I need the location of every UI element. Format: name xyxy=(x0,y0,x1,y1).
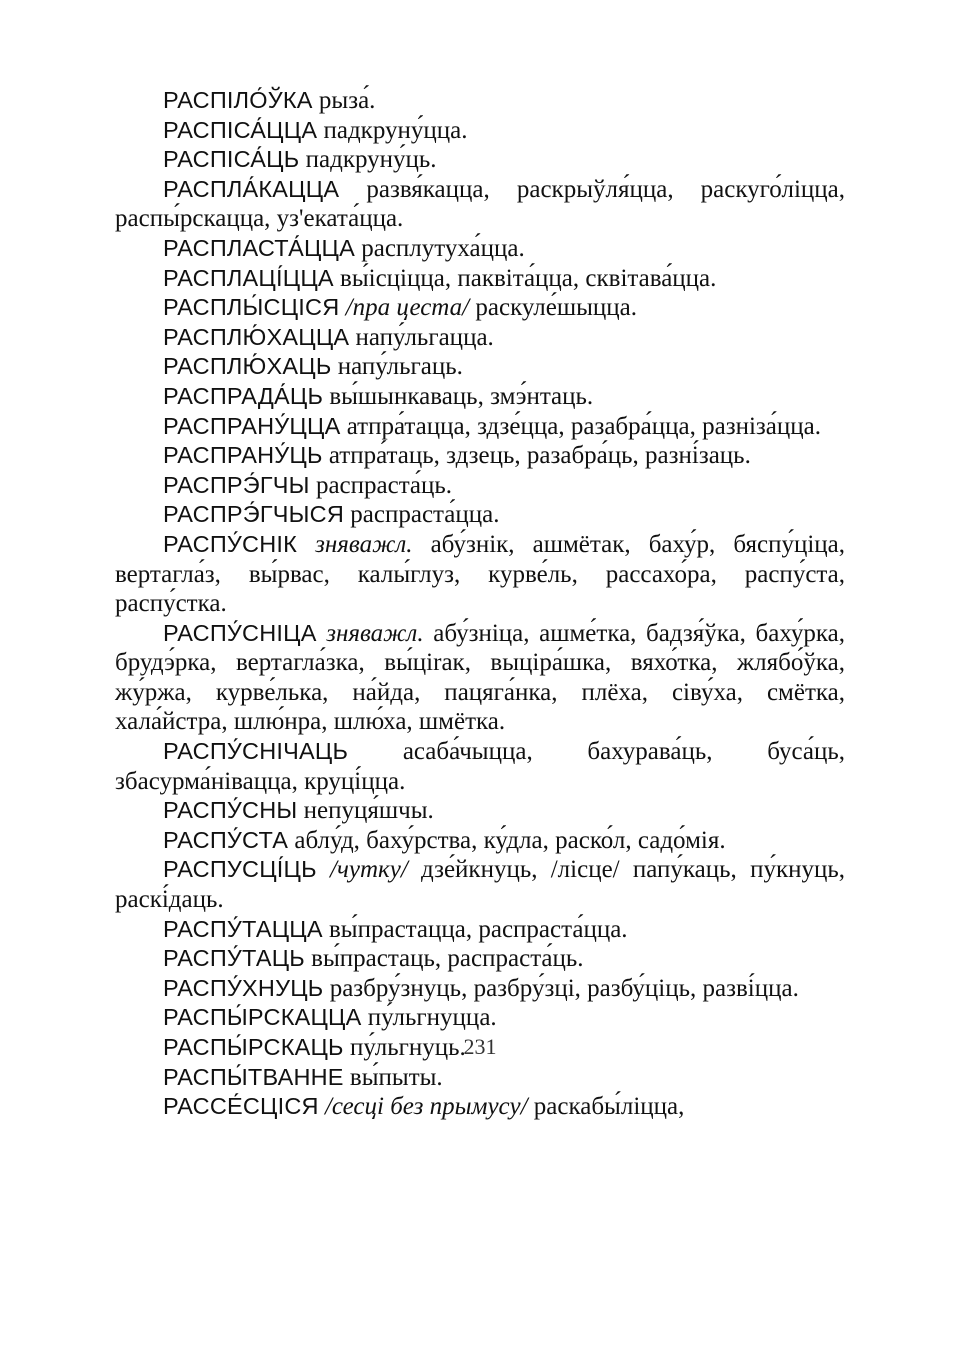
entry-headword: РАСПІСА́ЦЬ xyxy=(163,146,300,173)
entry-headword: РАСПУ́СНІЦА xyxy=(163,619,317,646)
entry-synonyms: распраста́цца. xyxy=(350,501,500,529)
entry-headword: РАСПРЭ́ГЧЫСЯ xyxy=(163,501,345,528)
entry-synonyms: вы́прастацца, распраста́цца. xyxy=(329,915,628,943)
dictionary-entry xyxy=(115,944,845,974)
dictionary-entry xyxy=(115,471,845,501)
entry-usage-note: /чутку/ xyxy=(330,856,408,884)
entry-synonyms: рыза́. xyxy=(318,87,376,114)
dictionary-entry xyxy=(115,86,845,116)
dictionary-entry xyxy=(115,796,845,826)
dictionary-entry xyxy=(115,175,845,234)
entry-headword: РАСПРАДА́ЦЬ xyxy=(163,382,324,409)
entry-synonyms: абу́зніца, ашме́тка, бадзя́ўка, баху́рка, брудэ́рка, вертагла́зка, вы́ціrак, выціра́шка, вяхо́тка, жлябо́ўка, жу́ржа, курве́лька, на́йда, пацяга́нка, плёха, сіву́ха, смётка, хала́йстра, шлю́нра, шлю́ха, шмётка. xyxy=(115,619,845,736)
entry-synonyms: атпра́таць, здзець, разабра́ць, разні́заць. xyxy=(328,442,751,470)
entry-headword: РАСПЛЫ́СЦІСЯ xyxy=(163,294,340,321)
dictionary-entry xyxy=(115,323,845,353)
entry-headword: РАССЕ́СЦІСЯ xyxy=(163,1093,319,1120)
entry-headword: РАСПУСЦІ́ЦЬ xyxy=(163,856,317,883)
entry-headword: РАСПІЛО́ЎКА xyxy=(163,87,313,113)
dictionary-entry xyxy=(115,264,845,294)
entry-headword: РАСПРАНУ́ЦЬ xyxy=(163,442,323,469)
entry-headword: РАСПЛЮ́ХАЦЬ xyxy=(163,353,332,380)
entry-headword: РАСПІСА́ЦЦА xyxy=(163,116,318,143)
entry-usage-note: /сесці без прымусу/ xyxy=(324,1093,528,1121)
entry-synonyms: падкруну́ць. xyxy=(305,146,437,174)
entry-usage-note: /пра цеста/ xyxy=(345,294,470,322)
dictionary-entry xyxy=(115,412,845,442)
entry-synonyms: развя́кацца, раскрыўля́цца, раскуго́ліцца, распы́рскацца, уз'еката́цца. xyxy=(115,175,845,233)
dictionary-entry xyxy=(115,1063,845,1093)
entry-headword: РАСПЛА́КАЦЦА xyxy=(163,175,340,202)
entry-headword: РАСПРЭ́ГЧЫ xyxy=(163,471,310,498)
entry-headword: РАСПУ́ХНУЦЬ xyxy=(163,974,324,1001)
entry-synonyms: пу́льгнуцца. xyxy=(367,1004,497,1032)
entry-headword: РАСПУ́СНІЧАЦЬ xyxy=(163,738,349,765)
entry-synonyms: напу́льгацца. xyxy=(355,323,494,351)
entry-synonyms: абу́знік, ашмётак, баху́р, бяспу́ціца, вертагла́з, вы́рвас, калы́глуз, курве́ль, рассахо́ра, распу́ста, распу́стка. xyxy=(115,530,846,618)
dictionary-entry xyxy=(115,915,845,945)
entry-synonyms: аблу́д, баху́рства, ку́дла, раско́л, садо́мія. xyxy=(294,826,726,854)
entry-synonyms: пу́льгнуць. xyxy=(349,1034,466,1061)
entry-synonyms: напу́льгаць. xyxy=(337,353,463,381)
page-number: 231 xyxy=(463,1034,497,1059)
dictionary-entry xyxy=(115,500,845,530)
entry-headword: РАСПЫ́ТВАННЕ xyxy=(163,1063,344,1090)
dictionary-entry xyxy=(115,530,845,619)
dictionary-entry xyxy=(115,1092,845,1122)
dictionary-entry xyxy=(115,234,845,264)
entry-headword: РАСПУ́СТА xyxy=(163,826,289,853)
entry-synonyms: вы́ісціцца, паквіта́цца, сквітава́цца. xyxy=(340,264,717,292)
entry-usage-note: зняважл. xyxy=(326,619,424,647)
entry-headword: РАСПУ́СНЫ xyxy=(163,797,298,824)
dictionary-entry xyxy=(115,619,845,737)
dictionary-entry xyxy=(115,974,845,1004)
dictionary-entry xyxy=(115,826,845,856)
entry-synonyms: падкруну́цца. xyxy=(323,116,468,144)
dictionary-entry xyxy=(115,441,845,471)
entry-synonyms: раскуле́шыцца. xyxy=(475,294,637,322)
entry-headword: РАСПУ́ТАЦЦА xyxy=(163,915,323,942)
dictionary-entry xyxy=(115,352,845,382)
dictionary-entry xyxy=(115,855,845,914)
entry-synonyms: вы́шынкаваць, змэ́нтаць. xyxy=(329,382,594,410)
entry-headword: РАСПУ́СНІК xyxy=(163,530,298,557)
entry-headword: РАСПЛЮ́ХАЦЦА xyxy=(163,323,350,350)
entry-synonyms: вы́прастаць, распраста́ць. xyxy=(311,945,584,973)
entry-synonyms: разбру́знуць, разбру́зці, разбу́ціць, разві́цца. xyxy=(329,974,799,1002)
entry-synonyms: вы́пыты. xyxy=(349,1063,443,1091)
entry-synonyms: дзе́йкнуць, /лісце/ папу́каць, пу́кнуць, раскі́даць. xyxy=(115,856,846,914)
entry-headword: РАСПУ́ТАЦЬ xyxy=(163,945,305,972)
entry-headword: РАСПЫ́РСКАЦЦА xyxy=(163,1004,362,1031)
entry-synonyms: непуця́шчы. xyxy=(303,797,434,825)
dictionary-entry xyxy=(115,737,845,796)
entry-usage-note: зняважл. xyxy=(315,530,413,558)
dictionary-entry xyxy=(115,293,845,323)
entry-synonyms: распраста́ць. xyxy=(315,471,453,499)
entry-headword: РАСПЫ́РСКАЦЬ xyxy=(163,1034,344,1060)
entry-synonyms: атпра́тацца, здзе́цца, разабра́цца, разніза́цца. xyxy=(346,412,821,440)
entry-synonyms: расплутуха́цца. xyxy=(361,234,525,262)
dictionary-entry xyxy=(115,116,845,146)
entry-synonyms: асаба́чыцца, бахурава́ць, буса́ць, збасурма́нівацца, круці́цца. xyxy=(115,738,845,795)
dictionary-entry xyxy=(115,382,845,412)
entry-synonyms: раскабы́ліцца, xyxy=(533,1093,685,1121)
entry-headword: РАСПЛАЦІ́ЦЦА xyxy=(163,264,334,291)
entry-headword: РАСПЛАСТА́ЦЦА xyxy=(163,234,355,261)
entry-headword: РАСПРАНУ́ЦЦА xyxy=(163,412,341,439)
dictionary-page xyxy=(115,86,845,1122)
dictionary-entry xyxy=(115,1003,845,1033)
dictionary-entry xyxy=(115,145,845,175)
